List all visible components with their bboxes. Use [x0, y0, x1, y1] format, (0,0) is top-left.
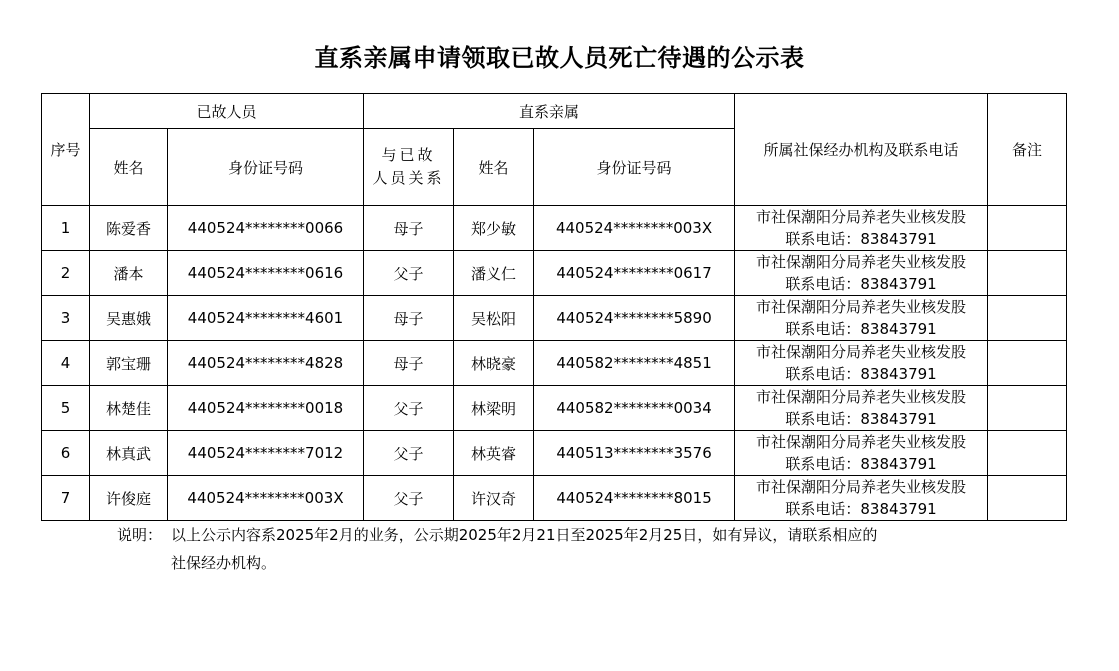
cell-remark: [988, 386, 1067, 431]
cell-deceased-id: 440524********4828: [168, 341, 364, 386]
note: [117, 521, 877, 577]
cell-seq: 7: [42, 476, 90, 521]
cell-remark: [988, 476, 1067, 521]
header-id: 身份证号码: [168, 129, 364, 206]
cell-relative-name: 潘义仁: [454, 251, 534, 296]
header-office: 所属社保经办机构及联系电话: [735, 94, 988, 206]
header-relative-name: 姓名: [454, 129, 534, 206]
header-remark: 备注: [988, 94, 1067, 206]
cell-relative-id: 440582********0034: [534, 386, 735, 431]
office-name: 市社保潮阳分局养老失业核发股: [756, 433, 967, 451]
cell-seq: 2: [42, 251, 90, 296]
header-name: 姓名: [90, 129, 168, 206]
cell-relation: 父子: [364, 386, 454, 431]
cell-relative-name: 林英睿: [454, 431, 534, 476]
cell-seq: 5: [42, 386, 90, 431]
header-relation-line1: 与已故: [381, 146, 436, 164]
cell-remark: [988, 251, 1067, 296]
office-phone: 联系电话：83843791: [785, 230, 937, 248]
cell-deceased-name: 林真武: [90, 431, 168, 476]
office-name: 市社保潮阳分局养老失业核发股: [756, 343, 967, 361]
cell-office: [735, 296, 988, 341]
table-row: [42, 296, 1067, 341]
cell-relation: 父子: [364, 431, 454, 476]
office-phone: 联系电话：83843791: [785, 320, 937, 338]
office-name: 市社保潮阳分局养老失业核发股: [756, 388, 967, 406]
cell-relation: 父子: [364, 476, 454, 521]
cell-relative-name: 林晓豪: [454, 341, 534, 386]
table-row: [42, 386, 1067, 431]
cell-deceased-name: 吴惠娥: [90, 296, 168, 341]
cell-remark: [988, 431, 1067, 476]
cell-relative-id: 440524********8015: [534, 476, 735, 521]
cell-remark: [988, 206, 1067, 251]
cell-deceased-name: 郭宝珊: [90, 341, 168, 386]
cell-deceased-name: 潘本: [90, 251, 168, 296]
cell-relative-id: 440524********5890: [534, 296, 735, 341]
note-line1: 以上公示内容系2025年2月的业务，公示期2025年2月21日至2025年2月25日，如有异议，请联系相应的: [171, 526, 878, 544]
header-seq: 序号: [42, 94, 90, 206]
cell-deceased-name: 许俊庭: [90, 476, 168, 521]
office-name: 市社保潮阳分局养老失业核发股: [756, 208, 967, 226]
office-phone: 联系电话：83843791: [785, 500, 937, 518]
cell-office: [735, 431, 988, 476]
cell-seq: 4: [42, 341, 90, 386]
office-phone: 联系电话：83843791: [785, 365, 937, 383]
office-phone: 联系电话：83843791: [785, 275, 937, 293]
cell-deceased-id: 440524********003X: [168, 476, 364, 521]
note-label: 说明：: [117, 526, 163, 544]
table-row: [42, 431, 1067, 476]
cell-seq: 1: [42, 206, 90, 251]
note-line2: 社保经办机构。: [171, 554, 277, 572]
cell-relative-name: 林梁明: [454, 386, 534, 431]
office-name: 市社保潮阳分局养老失业核发股: [756, 253, 967, 271]
table-row: [42, 341, 1067, 386]
cell-deceased-id: 440524********7012: [168, 431, 364, 476]
cell-remark: [988, 296, 1067, 341]
cell-office: [735, 476, 988, 521]
cell-office: [735, 341, 988, 386]
cell-relative-id: 440524********003X: [534, 206, 735, 251]
header-relation: [364, 129, 454, 206]
header-relatives: 直系亲属: [364, 94, 735, 129]
table-row: [42, 476, 1067, 521]
cell-relation: 母子: [364, 206, 454, 251]
cell-relative-id: 440513********3576: [534, 431, 735, 476]
office-phone: 联系电话：83843791: [785, 455, 937, 473]
cell-seq: 3: [42, 296, 90, 341]
cell-seq: 6: [42, 431, 90, 476]
cell-relative-name: 郑少敏: [454, 206, 534, 251]
header-relative-id: 身份证号码: [534, 129, 735, 206]
cell-office: [735, 206, 988, 251]
cell-deceased-id: 440524********0018: [168, 386, 364, 431]
office-phone: 联系电话：83843791: [785, 410, 937, 428]
office-name: 市社保潮阳分局养老失业核发股: [756, 478, 967, 496]
cell-relation: 母子: [364, 296, 454, 341]
cell-deceased-id: 440524********0616: [168, 251, 364, 296]
header-deceased: 已故人员: [90, 94, 364, 129]
header-row-1: [42, 94, 1067, 129]
cell-relative-id: 440524********0617: [534, 251, 735, 296]
cell-relative-name: 许汉奇: [454, 476, 534, 521]
cell-relation: 母子: [364, 341, 454, 386]
cell-office: [735, 251, 988, 296]
cell-relative-name: 吴松阳: [454, 296, 534, 341]
table-row: [42, 251, 1067, 296]
cell-deceased-name: 林楚佳: [90, 386, 168, 431]
header-relation-line2: 人员关系: [372, 169, 445, 187]
cell-relative-id: 440582********4851: [534, 341, 735, 386]
cell-office: [735, 386, 988, 431]
table-row: [42, 206, 1067, 251]
cell-deceased-name: 陈爱香: [90, 206, 168, 251]
cell-relation: 父子: [364, 251, 454, 296]
announcement-table: [41, 93, 1067, 521]
cell-deceased-id: 440524********4601: [168, 296, 364, 341]
page-title: 直系亲属申请领取已故人员死亡待遇的公示表: [314, 44, 805, 72]
cell-deceased-id: 440524********0066: [168, 206, 364, 251]
office-name: 市社保潮阳分局养老失业核发股: [756, 298, 967, 316]
cell-remark: [988, 341, 1067, 386]
